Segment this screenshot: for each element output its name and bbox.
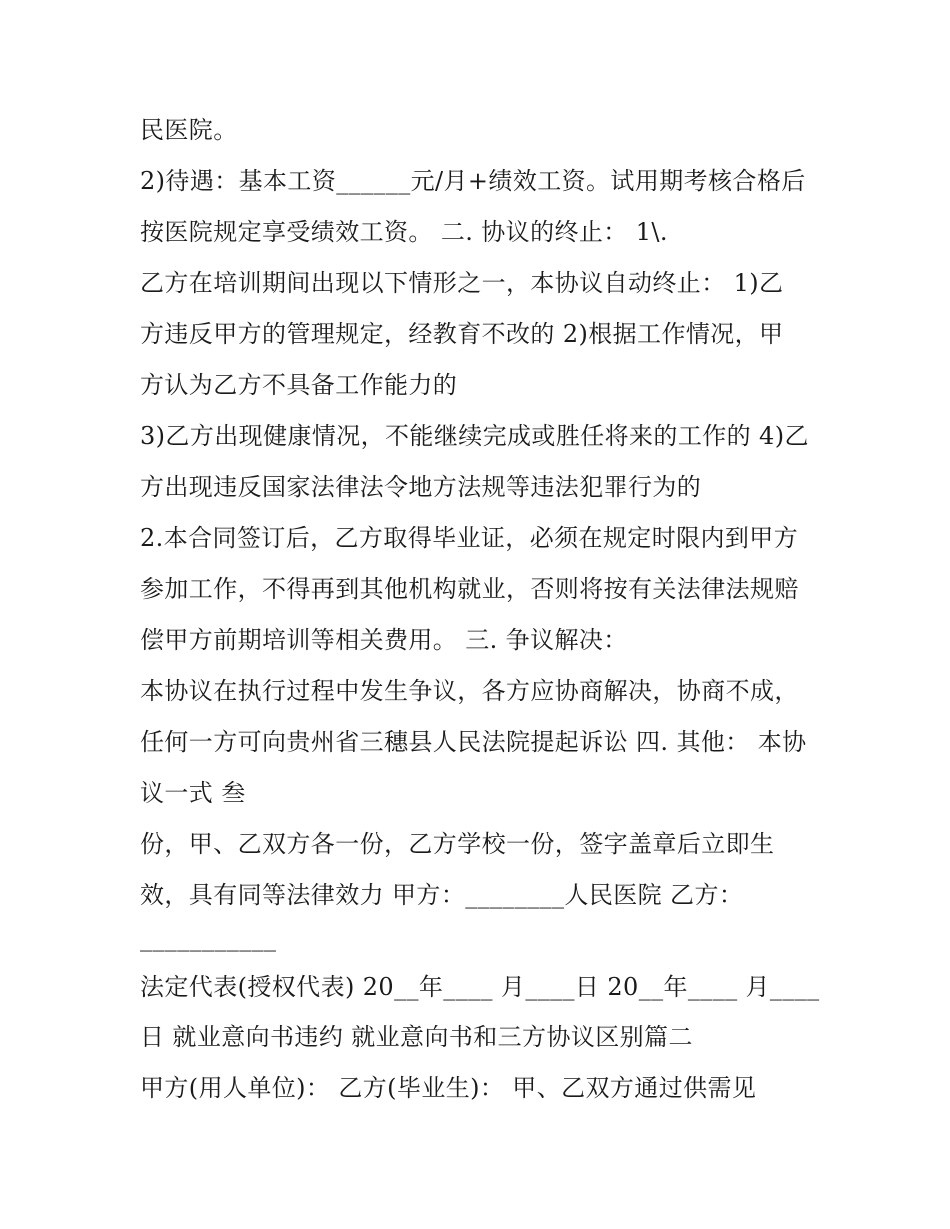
text-line: 议一式 叁 [140,779,246,807]
text-line: 甲方(用人单位)： 乙方(毕业生)： 甲、乙双方通过供需见 [140,1074,757,1102]
text-line: 2.本合同签订后，乙方取得毕业证，必须在规定时限内到甲方 [140,524,799,552]
text-line: 乙方在培训期间出现以下情形之一，本协议自动终止： 1)乙 [140,269,784,297]
text-line: 3)乙方出现健康情况，不能继续完成或胜任将来的工作的 4)乙 [140,422,809,450]
text-line: 参加工作，不得再到其他机构就业，否则将按有关法律法规赔 [140,575,799,603]
text-line: 民医院。 [140,116,238,144]
text-line: 法定代表(授权代表) 20__年____ 月____日 20__年____ 月____ [140,973,820,1001]
text-line: 偿甲方前期培训等相关费用。 三. 争议解决： [140,626,628,654]
text-line: 2)待遇：基本工资______元/月+绩效工资。试用期考核合格后 [140,167,806,195]
text-line: 本协议在执行过程中发生争议，各方应协商解决，协商不成， [140,677,799,705]
text-line: 日 就业意向书违约 就业意向书和三方协议区别篇二 [140,1023,693,1051]
text-line: 方违反甲方的管理规定，经教育不改的 2)根据工作情况，甲 [140,320,784,348]
text-line: 份，甲、乙双方各一份，乙方学校一份，签字盖章后立即生 [140,830,775,858]
text-line: 效，具有同等法律效力 甲方：________人民医院 乙方： [140,881,744,909]
text-line: 任何一方可向贵州省三穗县人民法院提起诉讼 四. 其他： 本协 [140,728,807,756]
signature-blank-line: ___________ [140,924,277,952]
text-line: 按医院规定享受绩效工资。 二. 协议的终止： 1\. [140,218,668,246]
text-line: 方出现违反国家法律法令地方法规等违法犯罪行为的 [140,473,702,501]
text-line: 方认为乙方不具备工作能力的 [140,371,458,399]
